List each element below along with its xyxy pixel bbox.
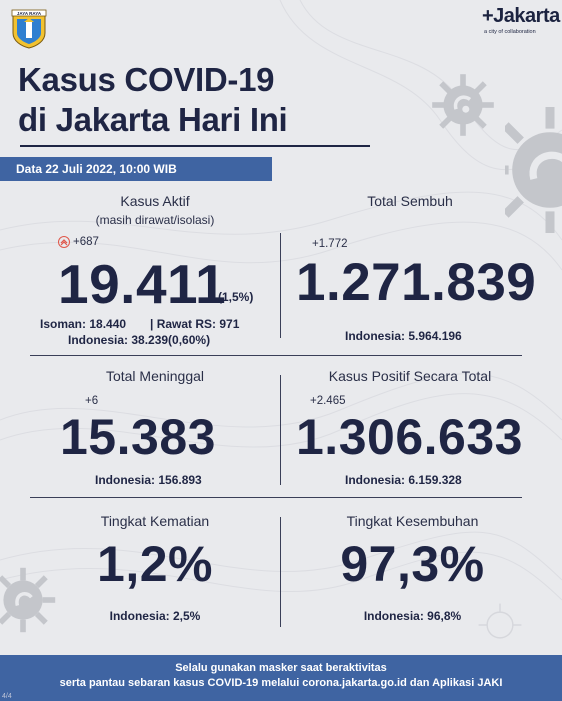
jakarta-crest-icon	[9, 7, 49, 49]
virus-icon	[0, 560, 58, 640]
tingkat-kematian-value: 1,2%	[97, 536, 213, 592]
footer-line-1: Selalu gunakan masker saat beraktivitas	[175, 662, 387, 674]
kasus-aktif-isoman: Isoman: 18.440	[40, 317, 127, 331]
kasus-positif-label: Kasus Positif Secara Total	[328, 368, 492, 384]
tingkat-kematian-indonesia: Indonesia: 2,5%	[109, 609, 201, 623]
total-meninggal-delta: +6	[85, 395, 99, 407]
kasus-aktif-indonesia: Indonesia: 38.239(0,60%)	[68, 333, 211, 347]
footer-line-2: serta pantau sebaran kasus COVID-19 melalui corona.jakarta.go.id dan Aplikasi JAKI	[59, 677, 503, 689]
kasus-aktif-pct: (1,5%)	[218, 290, 254, 304]
brand-tagline: a city of collaboration	[484, 29, 536, 35]
total-meninggal-indonesia: Indonesia: 156.893	[95, 473, 202, 487]
kasus-aktif-delta: +687	[73, 236, 99, 248]
jakarta-brand-logo	[482, 5, 560, 39]
total-sembuh-delta: +1.772	[312, 238, 348, 250]
title-divider	[20, 145, 370, 147]
total-meninggal-value: 15.383	[60, 409, 216, 465]
row-divider	[30, 497, 522, 498]
total-meninggal-label: Total Meninggal	[105, 368, 205, 384]
kasus-aktif-sublabel: (masih dirawat/isolasi)	[95, 213, 215, 227]
virus-icon	[428, 70, 498, 140]
virus-icon	[470, 600, 530, 650]
column-divider	[280, 233, 281, 338]
title-line-2: di Jakarta Hari Ini	[18, 101, 288, 138]
total-sembuh-value: 1.271.839	[296, 253, 537, 312]
kasus-positif-value: 1.306.633	[296, 409, 523, 465]
kasus-aktif-rawat: | Rawat RS: 971	[150, 317, 240, 331]
date-banner: Data 22 Juli 2022, 10:00 WIB	[0, 157, 272, 181]
title-line-1: Kasus COVID-19	[18, 61, 275, 98]
tingkat-kematian-label: Tingkat Kematian	[100, 513, 210, 529]
row-divider	[30, 355, 522, 356]
tingkat-kesembuhan-label: Tingkat Kesembuhan	[346, 513, 479, 529]
kasus-positif-delta: +2.465	[310, 395, 346, 407]
virus-icon	[505, 95, 562, 245]
kasus-aktif-value: 19.411	[58, 253, 227, 315]
footer-banner	[0, 655, 562, 701]
page-indicator: 4/4	[2, 693, 12, 700]
kasus-positif-indonesia: Indonesia: 6.159.328	[345, 473, 462, 487]
total-sembuh-indonesia: Indonesia: 5.964.196	[345, 329, 462, 343]
kasus-aktif-label: Kasus Aktif	[120, 193, 190, 209]
column-divider	[280, 517, 281, 627]
tingkat-kesembuhan-indonesia: Indonesia: 96,8%	[363, 609, 462, 623]
column-divider	[280, 375, 281, 485]
page-title	[18, 60, 287, 140]
crest-text: JAYA RAYA	[16, 11, 42, 16]
tingkat-kesembuhan-value: 97,3%	[340, 536, 485, 592]
brand-logo-word: +Jakarta	[482, 5, 560, 27]
up-arrow-icon	[58, 236, 70, 248]
total-sembuh-label: Total Sembuh	[367, 193, 453, 209]
